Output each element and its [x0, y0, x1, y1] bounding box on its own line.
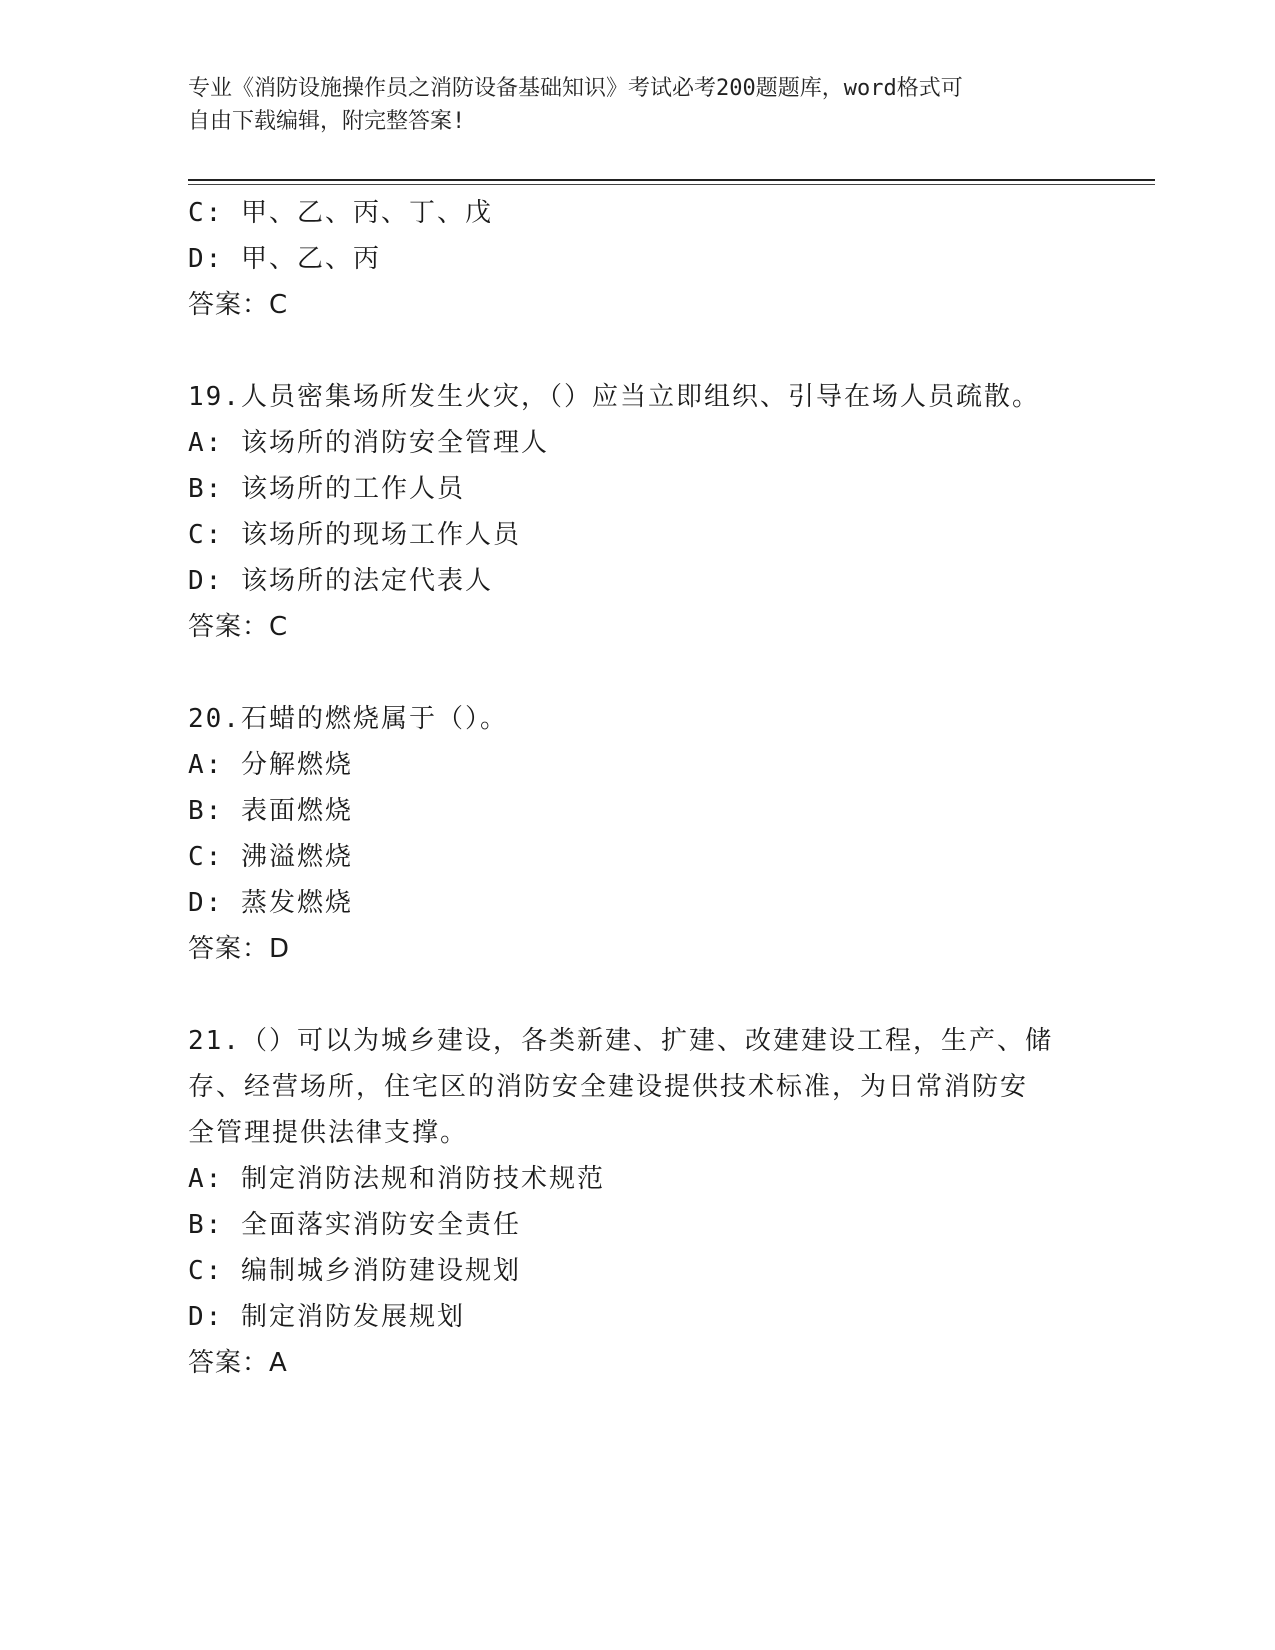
- answer-line: 答案：C: [188, 612, 289, 642]
- question-19: [188, 374, 1088, 650]
- option-d: D: 该场所的法定代表人: [188, 566, 493, 596]
- header-rule-thick: [188, 179, 1155, 181]
- option-c: C: 该场所的现场工作人员: [188, 520, 521, 550]
- answer-line: 答案：A: [188, 1348, 288, 1378]
- option-b: B: 该场所的工作人员: [188, 474, 465, 504]
- question-stem: 19.人员密集场所发生火灾，（）应当立即组织、引导在场人员疏散。: [188, 382, 1040, 412]
- option-b: B: 全面落实消防安全责任: [188, 1210, 521, 1240]
- header-rule-thin: [188, 184, 1155, 185]
- option-c: C: 沸溢燃烧: [188, 842, 353, 872]
- question-20: [188, 696, 1088, 972]
- option-a: A: 该场所的消防安全管理人: [188, 428, 549, 458]
- option-d: D: 蒸发燃烧: [188, 888, 353, 918]
- option-d: D: 制定消防发展规划: [188, 1302, 465, 1332]
- question-content: [188, 190, 1088, 1386]
- option-c: C: 甲、乙、丙、丁、戊: [188, 198, 493, 228]
- question-stem: 20.石蜡的燃烧属于（）。: [188, 704, 508, 734]
- question-21: [188, 1018, 1088, 1386]
- answer-line: 答案：D: [188, 934, 291, 964]
- option-c: C: 编制城乡消防建设规划: [188, 1256, 521, 1286]
- option-a: A: 分解燃烧: [188, 750, 353, 780]
- option-a: A: 制定消防法规和消防技术规范: [188, 1164, 605, 1194]
- option-b: B: 表面燃烧: [188, 796, 353, 826]
- document-header: [188, 72, 1088, 138]
- header-line-2: 自由下载编辑，附完整答案!: [188, 109, 466, 134]
- option-d: D: 甲、乙、丙: [188, 244, 381, 274]
- question-stem: 21.（）可以为城乡建设，各类新建、扩建、改建建设工程，生产、储 存、经营场所，住宅区的消防安全建设提供技术标准，为日常消防安 全管理提供法律支撑。: [188, 1026, 1053, 1148]
- answer-line: 答案：C: [188, 290, 289, 320]
- previous-question-tail: [188, 190, 1088, 328]
- header-line-1: 专业《消防设施操作员之消防设备基础知识》考试必考200题题库，word格式可: [188, 76, 963, 101]
